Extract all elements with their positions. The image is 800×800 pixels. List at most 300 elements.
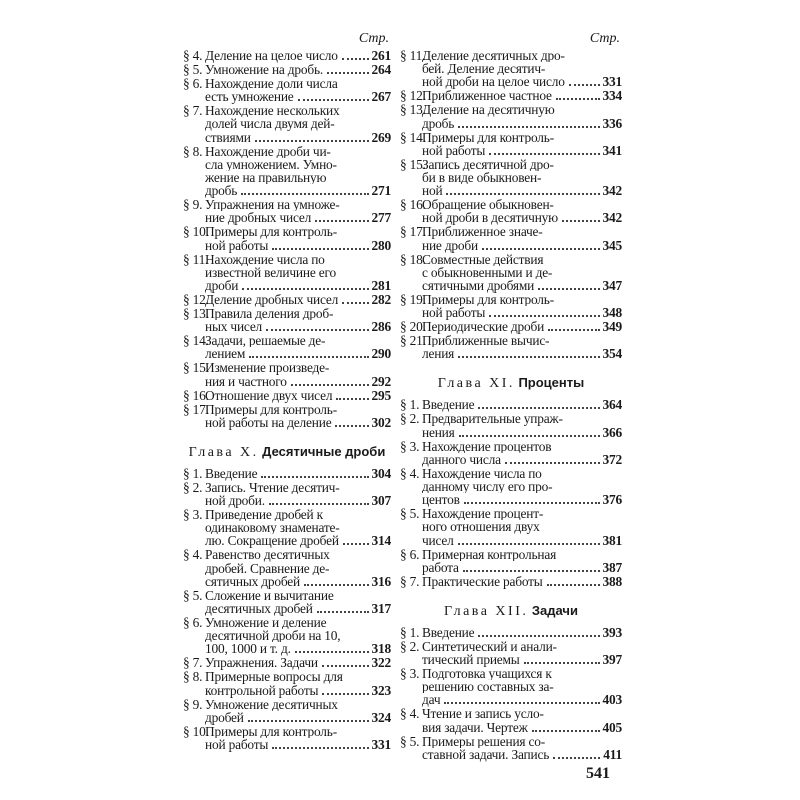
entry-page: 290 (371, 346, 391, 362)
section-number: § 15. (183, 360, 209, 376)
toc-left-column (183, 31, 391, 752)
section-number: § 21. (400, 333, 426, 349)
entry-line: ние дроби (422, 237, 479, 253)
dot-leader (458, 543, 600, 545)
entry-line: чисел (422, 532, 454, 548)
entry-page: 318 (371, 641, 391, 657)
entry-last-line (205, 534, 391, 548)
entry-page: 267 (371, 89, 391, 105)
entry-line: Примеры для контроль- (422, 130, 554, 144)
entry-page: 372 (602, 451, 622, 467)
entry-page: 342 (602, 183, 622, 199)
entry-last-line (422, 575, 622, 589)
toc-right-column (400, 31, 622, 762)
entry-line: ления (422, 346, 455, 362)
entry-page: 411 (603, 746, 622, 762)
entry-body (205, 307, 391, 334)
section-number: § 6. (183, 76, 203, 91)
entry-line: Примеры решения со- (422, 734, 546, 748)
entry-page: 347 (602, 278, 622, 294)
section-number: § 5. (183, 62, 203, 77)
entry-line: ной работы (205, 237, 269, 253)
entry-last-line (205, 63, 391, 77)
entry-body (205, 361, 391, 388)
entry-body (205, 548, 391, 588)
entry-page: 317 (371, 601, 391, 617)
chapter-heading (183, 444, 391, 461)
entry-line: данного числа (422, 451, 501, 467)
chapter-number: Глава XI. (437, 376, 515, 392)
section-number: § 17. (400, 224, 426, 240)
entry-body (205, 616, 391, 656)
section-number: § 11. (183, 251, 209, 267)
entry-page: 302 (371, 414, 391, 430)
entry-line: ствиями (205, 129, 251, 145)
entry-line: Совместные действия (422, 252, 544, 266)
dot-leader (548, 329, 599, 331)
entry-line: дач (422, 692, 441, 708)
entry-body (422, 412, 622, 439)
dot-leader (464, 502, 600, 504)
section-number: § 5. (183, 587, 203, 603)
entry-line: Обращение обыкновен- (422, 198, 554, 212)
entry-page: 388 (602, 573, 622, 589)
entry-last-line (205, 49, 391, 63)
dot-leader (327, 72, 368, 74)
dot-leader (446, 193, 599, 195)
entry-last-line (422, 534, 622, 548)
entry-page: 354 (602, 346, 622, 362)
entry-body (205, 389, 391, 403)
entry-line: дробь (422, 115, 455, 131)
entry-last-line (422, 89, 622, 103)
dot-leader (556, 98, 600, 100)
entry-page: 397 (602, 652, 622, 668)
entry-page: 281 (371, 278, 391, 294)
section-number: § 19. (400, 292, 426, 308)
entry-body (422, 735, 622, 762)
entry-line: Нахождение процентов (422, 439, 552, 453)
toc-entry (183, 63, 391, 77)
entry-line: с обыкновенными и де- (422, 265, 553, 280)
entry-body (422, 158, 622, 198)
entry-line: ной дроби. (205, 493, 265, 509)
entry-last-line (422, 748, 622, 762)
entry-line: известной величине его (205, 265, 336, 280)
entry-line: би в виде обыкновен- (422, 171, 542, 185)
entry-line: Умножение и деление (205, 616, 327, 630)
entry-body (205, 725, 391, 752)
section-number: § 10. (183, 224, 209, 240)
toc-entry (400, 467, 622, 507)
toc-entry (183, 104, 391, 144)
entry-line: ставной задачи. Запись (422, 746, 550, 762)
entry-line: ного отношения двух (422, 520, 540, 534)
entry-line: Деление дробных чисел (205, 292, 339, 308)
toc-entry (183, 307, 391, 334)
entry-last-line (422, 320, 622, 334)
dot-leader (569, 84, 600, 86)
entry-last-line (422, 493, 622, 507)
section-number: § 8. (183, 669, 203, 685)
entry-line: одинаковому знаменате- (205, 521, 340, 535)
entry-last-line (205, 375, 391, 389)
entry-line: ной работы (422, 305, 486, 321)
toc-entry (183, 225, 391, 252)
entry-line: Подготовка учащихся к (422, 667, 552, 681)
entry-last-line (422, 453, 622, 467)
entry-body (422, 225, 622, 252)
entry-line: Приближенные вычис- (422, 334, 550, 348)
section-number: § 9. (183, 696, 203, 712)
toc-entry (183, 293, 391, 307)
toc-entry (400, 131, 622, 158)
section-number: § 13. (400, 102, 426, 118)
entry-last-line (422, 75, 622, 89)
entry-page: 348 (602, 305, 622, 321)
entry-last-line (205, 211, 391, 225)
section-number: § 14. (400, 129, 426, 145)
entry-last-line (422, 561, 622, 575)
entry-line: лю. Сокращение дробей (205, 533, 339, 549)
entry-body (422, 49, 622, 89)
entry-line: Нахождение процент- (422, 507, 544, 521)
entry-body (422, 667, 622, 707)
dot-leader (315, 220, 368, 222)
dot-leader (538, 288, 599, 290)
entry-line: Введение (205, 465, 258, 481)
entry-line: Изменение произведе- (205, 361, 330, 375)
entry-last-line (205, 90, 391, 104)
entry-body (422, 707, 622, 734)
entry-body (422, 103, 622, 130)
toc-entry (183, 467, 391, 481)
dot-leader (322, 693, 368, 695)
toc-entry (400, 49, 622, 89)
entry-body (205, 77, 391, 104)
entry-last-line (422, 398, 622, 412)
entry-body (422, 507, 622, 547)
entry-line: десятичных дробей (205, 601, 313, 617)
dot-leader (317, 611, 369, 613)
dot-leader (505, 462, 600, 464)
section-number: § 4. (183, 547, 203, 563)
entry-last-line (205, 279, 391, 293)
toc-entry (183, 725, 391, 752)
dot-leader (342, 302, 368, 304)
entry-line: данному числу его про- (422, 480, 553, 494)
toc-entry (183, 403, 391, 430)
section-number: § 3. (183, 507, 203, 523)
entry-line: работа (422, 559, 459, 575)
dot-leader (489, 153, 599, 155)
page-column-header: Стр. (358, 31, 389, 46)
entry-last-line (422, 626, 622, 640)
entry-last-line (205, 293, 391, 307)
dot-leader (272, 248, 368, 250)
section-number: § 5. (400, 506, 420, 522)
entry-page: 405 (602, 719, 622, 735)
toc-entry (400, 225, 622, 252)
entry-body (205, 253, 391, 293)
entry-last-line (422, 426, 622, 440)
dot-leader (242, 288, 368, 290)
dot-leader (444, 702, 599, 704)
entry-page: 349 (602, 319, 622, 335)
entry-page: 304 (371, 465, 391, 481)
dot-leader (261, 476, 368, 478)
chapter-title: Десятичные дроби (262, 443, 386, 459)
section-number: § 3. (400, 666, 420, 682)
entry-page: 280 (371, 237, 391, 253)
entry-line: Деление на целое число (205, 48, 338, 63)
entry-last-line (422, 693, 622, 707)
entry-last-line (205, 347, 391, 361)
entry-page: 345 (602, 237, 622, 253)
dot-leader (458, 356, 599, 358)
toc-entry (183, 548, 391, 588)
entry-line: нения (422, 424, 455, 440)
entry-line: Нахождение доли числа (205, 77, 338, 91)
dot-leader (248, 720, 369, 722)
section-number: § 11. (400, 48, 426, 63)
section-number: § 1. (400, 397, 420, 413)
dot-leader (241, 193, 368, 195)
entry-body (205, 589, 391, 616)
entry-body (205, 63, 391, 77)
toc-entry (183, 670, 391, 697)
toc-entry (183, 253, 391, 293)
entry-body (205, 293, 391, 307)
toc-entry (183, 77, 391, 104)
toc-entry (400, 253, 622, 293)
entry-line: есть умножение (205, 89, 294, 105)
entry-line: Запись десятичной дро- (422, 157, 554, 172)
section-number: § 20. (400, 319, 426, 335)
entry-line: Упражнения на умноже- (205, 198, 340, 212)
entry-line: Введение (422, 397, 475, 413)
dot-leader (463, 570, 600, 572)
entry-page: 336 (602, 115, 622, 131)
entry-line: Приближенное частное (422, 88, 552, 104)
entry-line: дроби (205, 278, 239, 294)
dot-leader (524, 662, 600, 664)
toc-entry (183, 508, 391, 548)
section-number: § 4. (183, 48, 203, 63)
section-number: § 8. (183, 143, 203, 159)
entry-line: дробей. Сравнение де- (205, 561, 330, 575)
entry-line: ной (422, 183, 443, 199)
toc-entry (400, 334, 622, 361)
section-number: § 16. (400, 197, 426, 213)
entry-line: Примеры для контроль- (205, 402, 337, 416)
dot-leader (482, 248, 599, 250)
entry-body (205, 670, 391, 697)
entry-last-line (205, 575, 391, 589)
entry-line: дробь (205, 183, 238, 199)
entry-page: 292 (371, 373, 391, 389)
entry-page: 381 (602, 532, 622, 548)
entry-page: 366 (602, 424, 622, 440)
dot-leader (336, 398, 368, 400)
entry-last-line (205, 602, 391, 616)
entry-line: Примерная контрольная (422, 547, 557, 561)
section-number: § 2. (400, 638, 420, 654)
toc-entry (400, 412, 622, 439)
entry-line: бей. Деление десятич- (422, 62, 546, 76)
chapter-title: Задачи (531, 602, 578, 618)
entry-line: Практические работы (422, 573, 543, 589)
entry-line: долей числа двумя дей- (205, 117, 335, 131)
entry-body (422, 575, 622, 589)
entry-line: ной дроби в десятичную (422, 210, 558, 226)
entry-line: Чтение и запись усло- (422, 707, 544, 721)
toc-entry (400, 158, 622, 198)
dot-leader (249, 356, 368, 358)
toc-entry (183, 589, 391, 616)
entry-last-line (422, 239, 622, 253)
entry-page: 323 (371, 682, 391, 698)
toc-entry (183, 334, 391, 361)
entry-page: 364 (602, 397, 622, 413)
entry-last-line (205, 389, 391, 403)
entry-line: Синтетический и анали- (422, 639, 557, 654)
entry-line: Примеры для контроль- (422, 293, 554, 307)
dot-leader (255, 140, 369, 142)
section-number: § 7. (400, 573, 420, 589)
dot-leader (322, 665, 369, 667)
entry-last-line (422, 144, 622, 158)
entry-line: Умножение на дробь. (205, 62, 324, 77)
entry-last-line (422, 721, 622, 735)
dot-leader (478, 635, 599, 637)
section-number: § 17. (183, 401, 209, 417)
entry-body (205, 403, 391, 430)
dot-leader (335, 425, 368, 427)
section-number: § 12. (183, 292, 209, 308)
entry-last-line (422, 653, 622, 667)
toc-entry (400, 707, 622, 734)
toc-entry (183, 361, 391, 388)
section-number: § 7. (183, 655, 203, 671)
dot-leader (342, 58, 369, 60)
entry-body (205, 104, 391, 144)
section-number: § 3. (400, 438, 420, 454)
entry-line: Нахождение числа по (205, 252, 325, 266)
entry-page: 331 (602, 74, 622, 90)
entry-page: 324 (371, 709, 391, 725)
section-number: § 9. (183, 197, 203, 213)
section-number: § 10. (183, 723, 209, 739)
entry-page: 316 (371, 573, 391, 589)
entry-line: Приближенное значе- (422, 225, 543, 239)
entry-line: Правила деления дроб- (205, 307, 334, 321)
entry-line: ной работы на деление (205, 414, 332, 430)
entry-body (422, 198, 622, 225)
section-number: § 12. (400, 88, 426, 104)
entry-page: 286 (371, 319, 391, 335)
dot-leader (298, 99, 369, 101)
dot-leader (291, 384, 369, 386)
entry-line: сятичными дробями (422, 278, 535, 294)
toc-entry (400, 507, 622, 547)
entry-line: Предварительные упраж- (422, 412, 563, 426)
entry-body (422, 548, 622, 575)
entry-body (422, 293, 622, 320)
entry-body (205, 508, 391, 548)
entry-line: 100, 1000 и т. д. (205, 641, 291, 657)
chapter-number: Глава XII. (444, 603, 529, 619)
toc-entry (400, 198, 622, 225)
entry-page: 403 (602, 692, 622, 708)
entry-line: Примеры для контроль- (205, 225, 337, 239)
section-number: § 7. (183, 103, 203, 119)
entry-page: 341 (602, 142, 622, 158)
entry-body (422, 467, 622, 507)
entry-line: Упражнения. Задачи (205, 655, 318, 671)
entry-page: 282 (371, 292, 391, 308)
entry-line: лением (205, 346, 246, 362)
entry-last-line (422, 279, 622, 293)
toc-entry (400, 320, 622, 334)
entry-line: контрольной работы (205, 682, 319, 698)
toc-entry (400, 103, 622, 130)
entry-last-line (205, 320, 391, 334)
entry-last-line (205, 467, 391, 481)
dot-leader (489, 315, 599, 317)
dot-leader (269, 503, 369, 505)
toc-entry (183, 198, 391, 225)
chapter-heading (400, 375, 622, 392)
entry-line: сла умножением. Умно- (205, 157, 337, 172)
entry-page: 334 (602, 88, 622, 104)
entry-line: Сложение и вычитание (205, 588, 334, 603)
entry-body (422, 334, 622, 361)
toc-entry (183, 49, 391, 63)
page-column-header: Стр. (589, 31, 620, 46)
entry-page: 387 (602, 559, 622, 575)
section-number: § 4. (400, 706, 420, 722)
section-number: § 5. (400, 733, 420, 749)
dot-leader (478, 407, 599, 409)
entry-body (205, 656, 391, 670)
section-number: § 13. (183, 306, 209, 322)
entry-last-line (422, 117, 622, 131)
entry-page: 376 (602, 492, 622, 508)
entry-page: 295 (371, 387, 391, 403)
entry-last-line (205, 738, 391, 752)
dot-leader (562, 220, 600, 222)
entry-body (422, 253, 622, 293)
entry-line: ние дробных чисел (205, 210, 312, 226)
entry-page: 342 (602, 210, 622, 226)
chapter-heading (400, 603, 622, 620)
entry-line: дробей (205, 709, 244, 725)
entry-line: жение на правильную (205, 171, 327, 185)
entry-last-line (205, 416, 391, 430)
section-number: § 2. (183, 479, 203, 495)
entry-last-line (205, 131, 391, 145)
toc-entry (183, 656, 391, 670)
section-number: § 15. (400, 156, 426, 172)
entry-line: ных чисел (205, 319, 263, 335)
entry-last-line (205, 684, 391, 698)
toc-entry (183, 145, 391, 199)
entry-line: решению составных за- (422, 680, 554, 694)
entry-line: Периодические дроби (422, 319, 545, 335)
toc-entry (400, 398, 622, 412)
entry-page: 314 (371, 533, 391, 549)
